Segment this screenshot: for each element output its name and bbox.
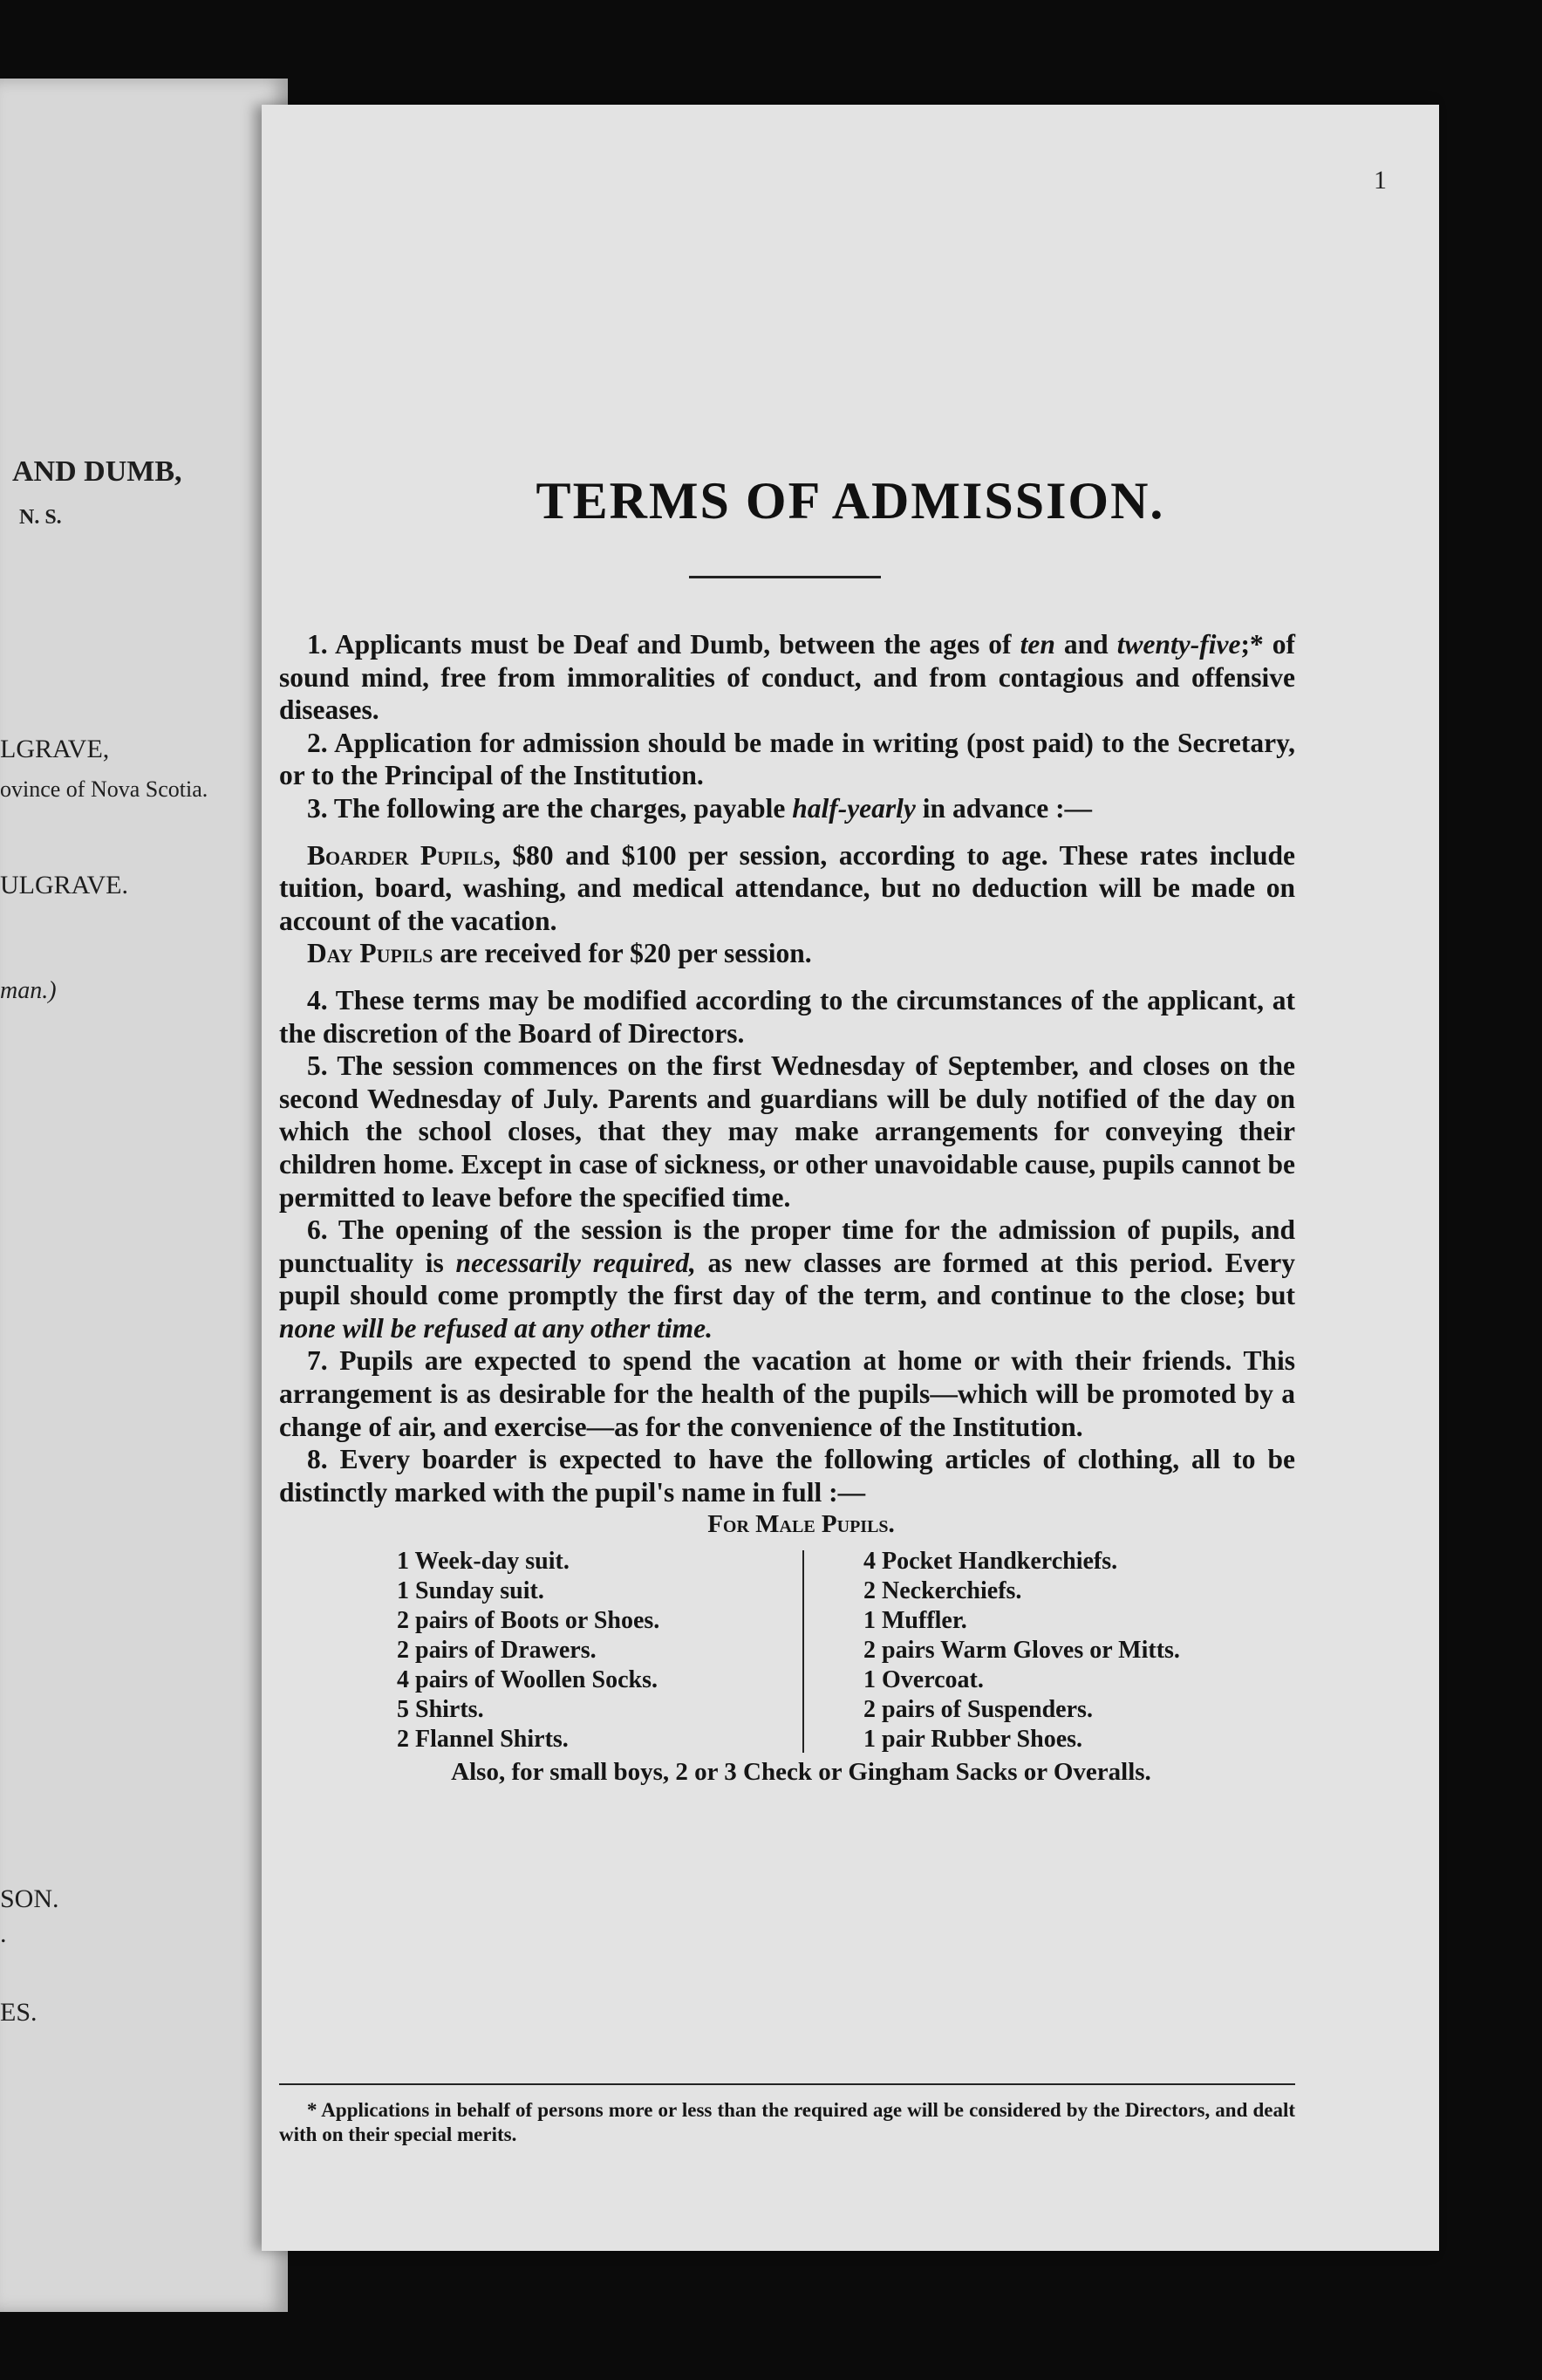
footnote-divider xyxy=(279,2083,1295,2085)
also-small-boys-line: Also, for small boys, 2 or 3 Check or Gingham Sacks or Overalls. xyxy=(451,1758,1151,1787)
column-divider xyxy=(802,1550,804,1753)
left-fragment-7: SON. xyxy=(0,1884,59,1913)
list-item: 1 Muffler. xyxy=(863,1607,967,1635)
p6-text-necessarily-required: necessarily required, xyxy=(455,1247,696,1278)
list-item: 1 Week-day suit. xyxy=(397,1548,570,1576)
p1-text-twenty-five: twenty-five xyxy=(1116,629,1241,660)
list-item: 2 Flannel Shirts. xyxy=(397,1726,569,1754)
boarder-pupils-text: $80 and $100 per session, according to age. These rates include tuition, board, washing, and medical attendance, but no deduction will be made on account of the vacation. xyxy=(279,839,1295,936)
left-fragment-8: . xyxy=(0,1919,7,1948)
left-fragment-6: man.) xyxy=(0,977,57,1004)
list-item: 1 Sunday suit. xyxy=(397,1577,544,1605)
title-divider xyxy=(689,576,881,578)
list-item: 2 pairs Warm Gloves or Mitts. xyxy=(863,1637,1180,1665)
terms-body xyxy=(279,628,1295,1789)
p6-text-c: as new classes are formed at this period. Every pupil should come promptly the first day of the term, and continue to the close; but xyxy=(279,1247,1295,1311)
day-pupils-label: Day Pupils xyxy=(307,938,433,969)
list-item: 2 pairs of Suspenders. xyxy=(863,1696,1093,1724)
list-item: 1 Overcoat. xyxy=(863,1666,984,1694)
list-item: 1 pair Rubber Shoes. xyxy=(863,1726,1083,1754)
list-item: 2 pairs of Boots or Shoes. xyxy=(397,1607,660,1635)
paragraph-6 xyxy=(279,1214,1295,1344)
left-fragment-4: ovince of Nova Scotia. xyxy=(0,776,208,802)
p1-text-a: 1. Applicants must be Deaf and Dumb, between the ages of xyxy=(307,629,1020,660)
left-fragment-3: LGRAVE, xyxy=(0,735,110,763)
page-title: TERMS OF ADMISSION. xyxy=(536,472,1165,530)
left-fragment-9: ES. xyxy=(0,1998,38,2027)
list-item: 2 pairs of Drawers. xyxy=(397,1637,597,1665)
p1-text-e: ;* of sound mind, free from immoralities of conduct, and from contagious and offensive diseases. xyxy=(279,629,1295,726)
clothing-column-right xyxy=(863,1547,1180,1754)
list-item: 5 Shirts. xyxy=(397,1696,484,1724)
paragraph-3 xyxy=(279,792,1295,825)
list-item: 4 Pocket Handkerchiefs. xyxy=(863,1548,1118,1576)
paragraph-2: 2. Application for admission should be made in writing (post paid) to the Secretary, or to the Principal of the Institution. xyxy=(279,727,1295,791)
list-item: 2 Neckerchiefs. xyxy=(863,1577,1022,1605)
paragraph-4: 4. These terms may be modified according to the circumstances of the applicant, at the discretion of the Board of Directors. xyxy=(279,984,1295,1049)
p3-text-c: in advance :— xyxy=(915,792,1093,824)
p3-text-half-yearly: half-yearly xyxy=(792,792,916,824)
paragraph-5: 5. The session commences on the first Wednesday of September, and closes on the second Wednesday of July. Parents and guardians will be duly notified of the day on which the school closes, that they may make arrangements for conveying their children home. Except in case of sickness, or other unavoidable cause, pupils cannot be permitted to leave before the specified time. xyxy=(279,1050,1295,1213)
footnote xyxy=(279,2098,1295,2147)
day-pupils-text: are received for $20 per session. xyxy=(433,938,812,969)
p6-text-a: 6. The opening of the session is the proper time for the admission of pupils, and punctuality is xyxy=(279,1214,1295,1278)
paragraph-1 xyxy=(279,628,1295,727)
boarder-pupils-label: Boarder Pupils, xyxy=(307,839,501,871)
paragraph-8: 8. Every boarder is expected to have the following articles of clothing, all to be distinctly marked with the pupil's name in full :— xyxy=(279,1444,1295,1508)
p3-text-a: 3. The following are the charges, payable xyxy=(307,792,793,824)
p1-text-ten: ten xyxy=(1020,629,1055,660)
p6-text-none-refused: none will be refused at any other time. xyxy=(279,1312,713,1344)
clothing-list xyxy=(279,1547,1295,1756)
footnote-text: * Applications in behalf of persons more or less than the required age will be considered by the Directors, and dealt with on their special merits. xyxy=(279,2099,1295,2145)
clothing-heading: For Male Pupils. xyxy=(707,1510,895,1539)
p1-text-c: and xyxy=(1054,629,1117,660)
left-fragment-1: AND DUMB, xyxy=(12,455,182,488)
boarder-pupils-paragraph xyxy=(279,839,1295,938)
page-number: 1 xyxy=(1374,166,1387,195)
clothing-column-left xyxy=(397,1547,659,1754)
previous-page-strip xyxy=(0,79,288,2312)
day-pupils-paragraph xyxy=(279,937,1295,970)
paragraph-7: 7. Pupils are expected to spend the vacation at home or with their friends. This arrangement is as desirable for the health of the pupils—which will be promoted by a change of air, and exercise—as for the convenience of the Institution. xyxy=(279,1345,1295,1442)
document-page xyxy=(262,105,1439,2251)
left-fragment-5: ULGRAVE. xyxy=(0,871,128,899)
list-item: 4 pairs of Woollen Socks. xyxy=(397,1666,658,1694)
left-fragment-2: N. S. xyxy=(19,506,62,529)
